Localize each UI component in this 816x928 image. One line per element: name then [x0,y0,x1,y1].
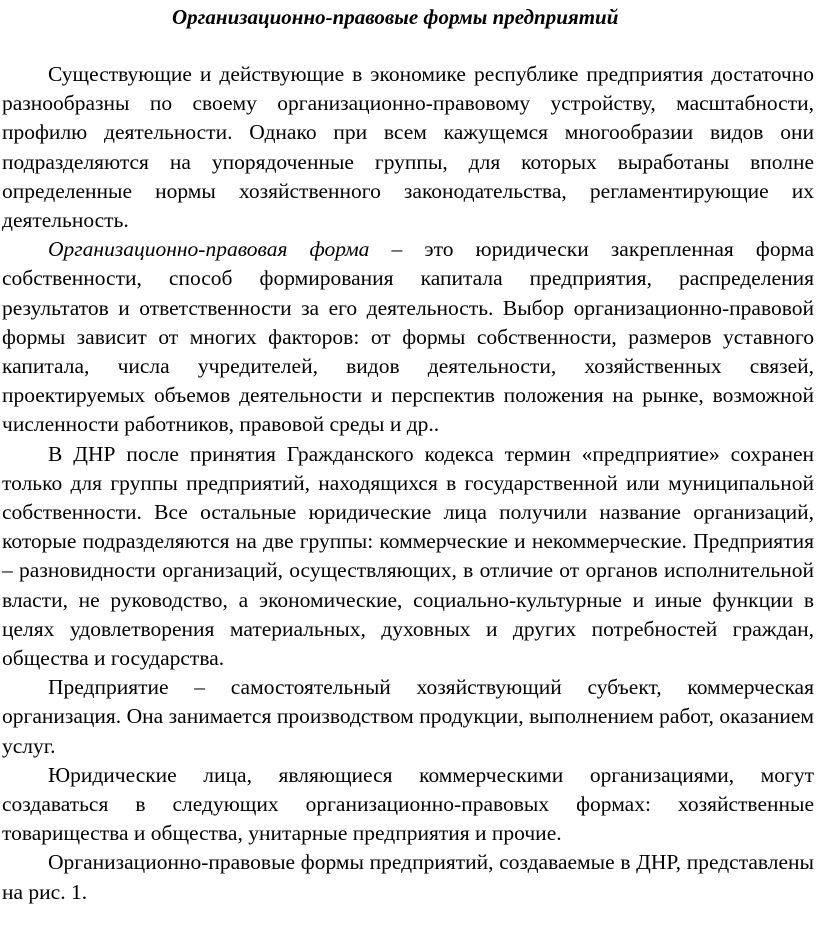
paragraph-5 [2,761,814,849]
paragraph-4-text: Предприятие – самостоятельный хозяйствующий субъект, коммерческая организация. Она занимается производством продукции, выполнением работ, оказанием услуг. [2,675,814,758]
document-body [2,60,814,907]
paragraph-3-text: В ДНР после принятия Гражданского кодекса термин «предприятие» сохранен только для группы предприятий, находящихся в государственной или муниципальной собственности. Все остальные юридические лица получили название организаций, которые подразделяются на две группы: коммерческие и некоммерческие. Предприятия – разновидности организаций, осуществляющих, в отличие от органов исполнительной власти, не руководство, а экономические, социально-культурные и иные функции в целях удовлетворения материальных, духовных и других потребностей граждан, общества и государства. [2,441,814,671]
paragraph-4 [2,673,814,761]
paragraph-3 [2,440,814,674]
definition-term: Организационно-правовая форма [48,237,370,262]
paragraph-6 [2,848,814,906]
paragraph-6-text: Организационно-правовые формы предприятий, создаваемые в ДНР, представлены на рис. 1. [2,850,814,904]
paragraph-2 [2,235,814,439]
document-title: Организационно-правовые формы предприятий [172,5,619,29]
paragraph-2-text: – это юридически закрепленная форма собственности, способ формирования капитала предприятия, распределения результатов и ответственности за его деятельность. Выбор организационно-правовой формы зависит от многих факторов: от формы собственности, размеров уставного капитала, числа учредителей, видов деятельности, хозяйственных связей, проектируемых объемов деятельности и перспектив положения на рынке, возможной численности работников, правовой среды и др.. [2,237,814,437]
paragraph-1-text: Существующие и действующие в экономике республике предприятия достаточно разнообразны по своему организационно-правовому устройству, масштабности, профилю деятельности. Однако при всем кажущемся многообразии видов они подразделяются на упорядоченные группы, для которых выработаны вполне определенные нормы хозяйственного законодательства, регламентирующие их деятельность. [2,62,814,233]
paragraph-5-text: Юридические лица, являющиеся коммерческими организациями, могут создаваться в следующих организационно-правовых формах: хозяйственные товарищества и общества, унитарные предприятия и прочие. [2,762,814,846]
paragraph-1 [2,60,814,235]
